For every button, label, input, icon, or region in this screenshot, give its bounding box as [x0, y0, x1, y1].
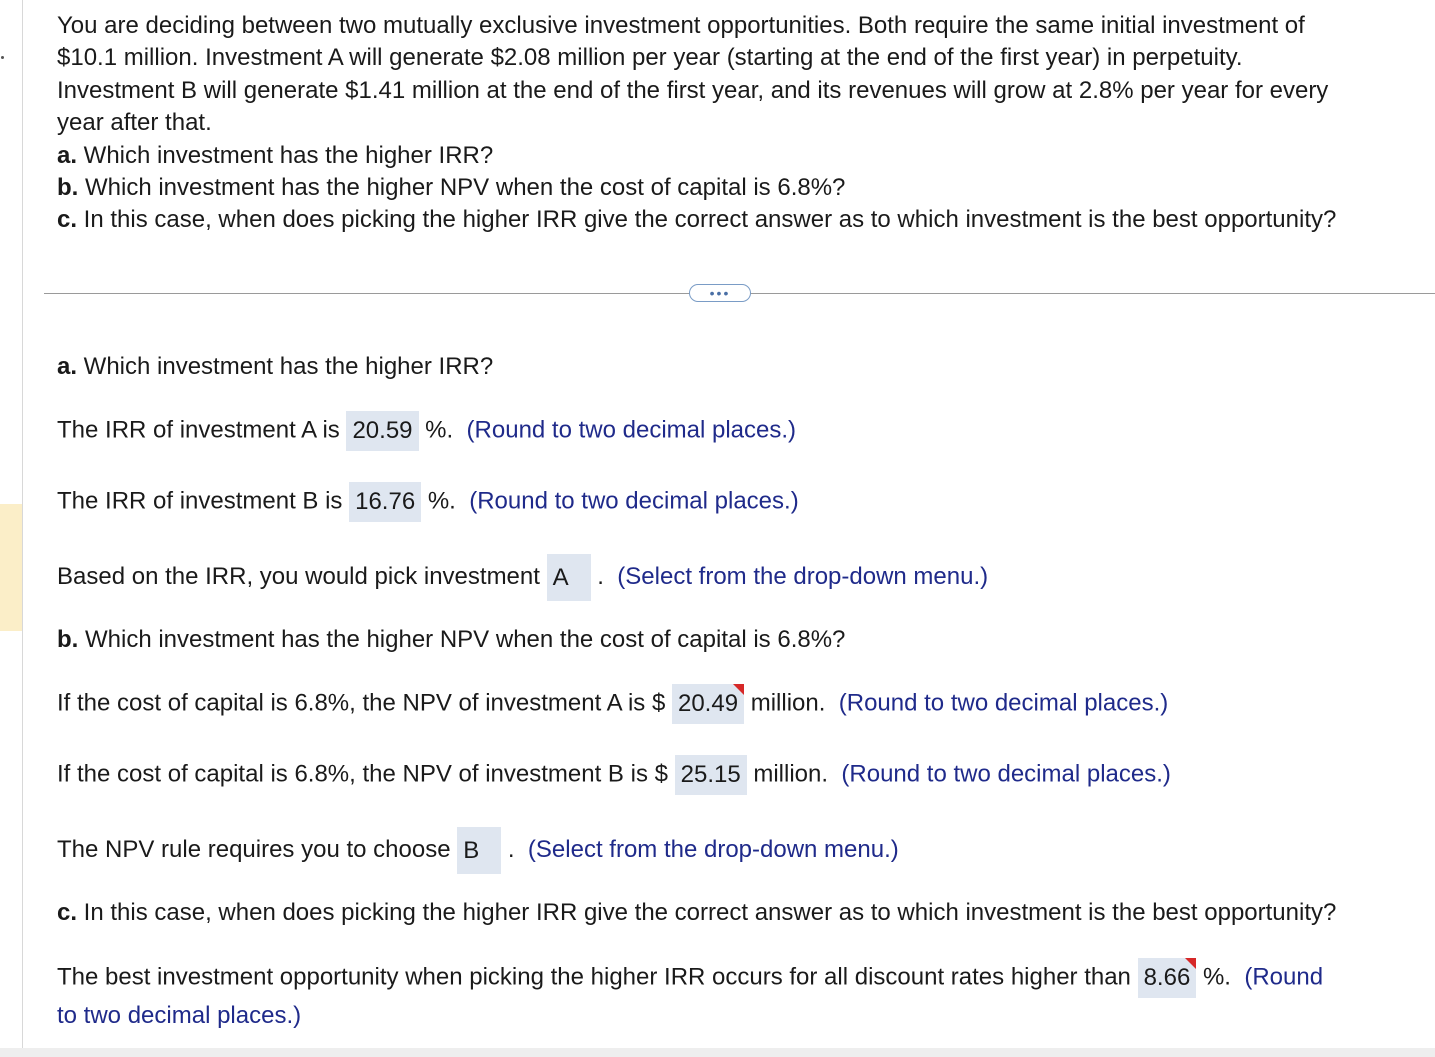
irr-a-unit: %. [418, 416, 454, 444]
irr-b-unit: %. [421, 487, 456, 515]
npv-choose-row [57, 827, 899, 874]
part-text: Which investment has the higher IRR? [77, 141, 494, 169]
question-line: You are deciding between two mutually exclusive investment opportunities. Both require the same initial investment of [57, 12, 1305, 39]
irr-a-answer-field[interactable]: 20.59 [346, 411, 418, 451]
question-line: $10.1 million. Investment A will generate $2.08 million per year (starting at the end of the first year) in perpetuity. [57, 44, 1243, 72]
irr-b-label: The IRR of investment B is [57, 487, 350, 515]
part-text: Which investment has the higher NPV when the cost of capital is 6.8%? [78, 174, 846, 202]
question-text [57, 10, 1435, 237]
npv-a-row [57, 684, 1168, 724]
part-label: c. [57, 899, 78, 926]
more-options-button[interactable]: ••• [689, 284, 751, 302]
bottom-toolbar [0, 1048, 1435, 1057]
question-line: year after that. [57, 109, 212, 137]
question-part-b [57, 172, 1435, 204]
question-part-c [57, 204, 1435, 236]
incorrect-flag-icon [733, 684, 744, 695]
part-a-heading [57, 351, 493, 383]
npv-a-unit: million. [744, 689, 826, 717]
npv-b-row [57, 755, 1171, 795]
npv-b-hint: (Round to two decimal places.) [841, 760, 1171, 788]
irr-pick-dropdown[interactable]: A [547, 554, 591, 601]
npv-choose-period: . [501, 835, 515, 863]
question-line: Investment B will generate $1.41 million at the end of the first year, and its revenues will grow at 2.8% per year for every [57, 76, 1329, 104]
rate-answer-field[interactable] [1138, 958, 1197, 998]
part-b-heading [57, 624, 845, 656]
part-text: In this case, when does picking the higher IRR give the correct answer as to which investment is the best opportunity? [77, 899, 1337, 926]
part-text: Which investment has the higher IRR? [77, 353, 494, 380]
left-marker [1, 56, 4, 59]
npv-a-label: If the cost of capital is 6.8%, the NPV of investment A is $ [57, 689, 672, 717]
part-text: Which investment has the higher NPV when the cost of capital is 6.8%? [78, 626, 846, 653]
part-c-heading [57, 897, 1336, 929]
npv-a-hint: (Round to two decimal places.) [838, 689, 1169, 717]
part-text: In this case, when does picking the higher IRR give the correct answer as to which investment is the best opportunity? [77, 206, 1337, 234]
left-border [22, 0, 23, 1048]
irr-pick-period: . [590, 562, 604, 590]
incorrect-flag-icon [1185, 958, 1196, 969]
left-highlight-marker [0, 504, 22, 631]
rate-value: 8.66 [1143, 964, 1191, 991]
part-label: c. [57, 206, 78, 234]
irr-a-hint: (Round to two decimal places.) [466, 416, 797, 444]
part-label: b. [57, 174, 79, 202]
npv-a-answer-field[interactable] [672, 684, 744, 724]
npv-choose-dropdown[interactable]: B [457, 827, 501, 874]
npv-choose-hint: (Select from the drop-down menu.) [527, 835, 899, 863]
irr-a-row [57, 411, 796, 451]
irr-pick-row [57, 554, 988, 601]
npv-a-value: 20.49 [677, 690, 739, 717]
rate-unit: %. [1196, 963, 1231, 991]
rate-hint-continued [57, 1000, 301, 1032]
npv-b-unit: million. [746, 760, 829, 788]
rate-row [57, 958, 1323, 998]
rate-label: The best investment opportunity when picking the higher IRR occurs for all discount rates higher than [57, 963, 1138, 991]
question-part-a [57, 140, 1435, 172]
irr-pick-label: Based on the IRR, you would pick investment [57, 562, 547, 590]
irr-pick-hint: (Select from the drop-down menu.) [617, 562, 989, 590]
npv-choose-label: The NPV rule requires you to choose [57, 835, 458, 863]
npv-b-answer-field[interactable]: 25.15 [675, 755, 747, 795]
irr-b-row [57, 482, 799, 522]
part-label: a. [57, 353, 78, 380]
irr-b-answer-field[interactable]: 16.76 [349, 482, 421, 522]
irr-a-label: The IRR of investment A is [57, 416, 347, 444]
rate-hint-line2: to two decimal places.) [57, 1002, 302, 1029]
part-label: b. [57, 626, 79, 653]
rate-hint: (Round [1244, 963, 1324, 991]
npv-b-label: If the cost of capital is 6.8%, the NPV of investment B is $ [57, 760, 675, 788]
irr-b-hint: (Round to two decimal places.) [469, 487, 799, 515]
part-label: a. [57, 141, 78, 169]
